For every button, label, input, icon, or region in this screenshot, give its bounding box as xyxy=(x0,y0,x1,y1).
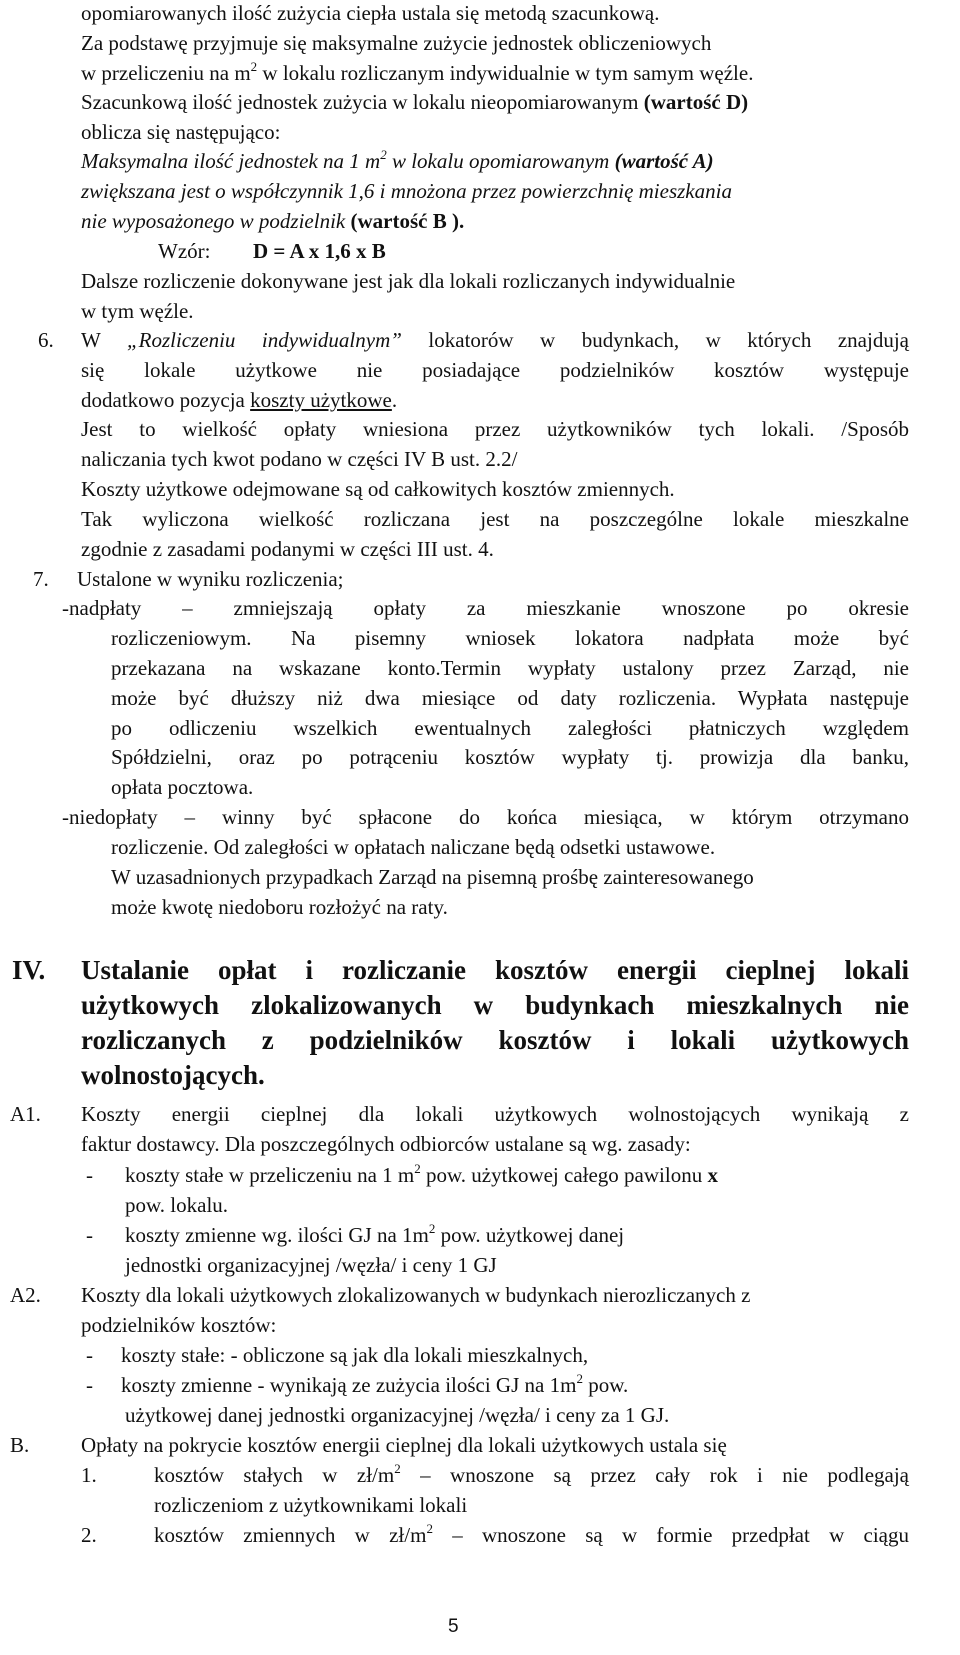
text-line: Za podstawę przyjmuje się maksymalne zużycie jednostek obliczeniowych xyxy=(81,31,712,55)
text-line xyxy=(121,1372,628,1398)
formula: D = A x 1,6 x B xyxy=(253,239,386,263)
text-line xyxy=(81,387,397,413)
text-line: zwiększana jest o współczynnik 1,6 i mnożona przez powierzchnię mieszkania xyxy=(81,179,732,203)
bullet-dash: - xyxy=(86,1343,93,1367)
text-line: Koszty dla lokali użytkowych zlokalizowanych w budynkach nierozliczanych z xyxy=(81,1283,751,1307)
text-segment: w lokalu opomiarowanym xyxy=(386,149,615,173)
item-number: 6. xyxy=(38,328,54,352)
text-segment: w przeliczeniu na m xyxy=(81,61,251,85)
item-number: B. xyxy=(10,1433,30,1457)
text-line: Ustalone w wyniku rozliczenia; xyxy=(77,567,344,591)
text-segment: koszty stałe w przeliczeniu na 1 m xyxy=(125,1163,415,1187)
text-line xyxy=(81,60,753,86)
text-line: opłata pocztowa. xyxy=(111,775,254,799)
text-segment: koszty zmienne - wynikają ze zużycia ilości GJ na 1m xyxy=(121,1373,577,1397)
section-heading-line: Ustalanie opłat i rozliczanie kosztów energii cieplnej lokali xyxy=(81,955,909,985)
text-line: Tak wyliczona wielkość rozliczana jest na poszczególne lokale mieszkalne xyxy=(81,507,909,531)
text-line: Koszty energii cieplnej dla lokali użytkowych wolnostojących wynikają z xyxy=(81,1102,909,1126)
text-line: rozliczeniowym. Na pisemny wniosek lokatora nadpłata może być xyxy=(111,626,909,650)
text-line: w tym węźle. xyxy=(81,299,194,323)
value-label-b: (wartość B ). xyxy=(350,209,465,233)
text-line xyxy=(81,89,748,115)
text-line xyxy=(154,1522,909,1548)
text-line: się lokale użytkowe nie posiadające podzielników kosztów występuje xyxy=(81,358,909,382)
text-segment: dodatkowo pozycja xyxy=(81,388,251,412)
italic-term: „Rozliczeniu indywidualnym” xyxy=(126,328,402,352)
superscript: 2 xyxy=(414,1161,421,1176)
text-line: pow. lokalu. xyxy=(125,1193,229,1217)
text-line xyxy=(81,148,714,174)
text-line: Dalsze rozliczenie dokonywane jest jak dla lokali rozliczanych indywidualnie xyxy=(81,269,736,293)
text-segment: kosztów zmiennych w zł/m xyxy=(154,1523,427,1547)
text-line: Jest to wielkość opłaty wniesiona przez użytkowników tych lokali. /Sposób xyxy=(81,417,909,441)
section-heading-line: wolnostojących. xyxy=(81,1060,265,1090)
text-line: użytkowej danej jednostki organizacyjnej /węzła/ i ceny za 1 GJ. xyxy=(125,1403,670,1427)
superscript: 2 xyxy=(426,1521,433,1536)
text-line: zgodnie z zasadami podanymi w części III ust. 4. xyxy=(81,537,494,561)
superscript: 2 xyxy=(576,1371,583,1386)
text-segment: pow. użytkowej całego pawilonu xyxy=(420,1163,708,1187)
item-number: 1. xyxy=(81,1463,97,1487)
text-line: koszty stałe: - obliczone są jak dla lokali mieszkalnych, xyxy=(121,1343,589,1367)
text-line: W uzasadnionych przypadkach Zarząd na pisemną prośbę zainteresowanego xyxy=(111,865,754,889)
text-line: -niedopłaty – winny być spłacone do końca miesiąca, w którym otrzymano xyxy=(62,805,909,829)
text-line xyxy=(154,1462,909,1488)
text-line: opomiarowanych ilość zużycia ciepła ustala się metodą szacunkową. xyxy=(81,1,660,25)
formula-label: Wzór: xyxy=(158,239,211,263)
text-line: faktur dostawcy. Dla poszczególnych odbiorców ustalane są wg. zasady: xyxy=(81,1132,691,1156)
text-segment: nie wyposażonego w podzielnik xyxy=(81,209,351,233)
text-line: rozliczeniom z użytkownikami lokali xyxy=(154,1493,468,1517)
text-line: przekazana na wskazane konto.Termin wypłaty ustalony przez Zarząd, nie xyxy=(111,656,909,680)
text-line xyxy=(81,327,909,353)
text-segment: . xyxy=(391,388,398,412)
text-line: po odliczeniu wszelkich ewentualnych zaległości płatniczych względem xyxy=(111,716,909,740)
text-line: naliczania tych kwot podano w części IV B ust. 2.2/ xyxy=(81,447,518,471)
text-segment: W xyxy=(81,328,127,352)
text-segment: – wnoszone są przez cały rok i nie podlegają xyxy=(400,1463,909,1487)
item-number: 7. xyxy=(33,567,49,591)
text-segment: kosztów stałych w zł/m xyxy=(154,1463,395,1487)
superscript: 2 xyxy=(250,59,258,74)
bullet-dash: - xyxy=(86,1223,93,1247)
value-label-d: (wartość D) xyxy=(643,90,749,114)
text-segment: pow. xyxy=(582,1373,629,1397)
multiply-symbol: x xyxy=(707,1163,718,1187)
value-label-a: (wartość A) xyxy=(614,149,714,173)
text-segment: – wnoszone są w formie przedpłat w ciągu xyxy=(432,1523,909,1547)
text-line: -nadpłaty – zmniejszają opłaty za mieszkanie wnoszone po okresie xyxy=(62,596,909,620)
text-line xyxy=(125,1162,718,1188)
text-segment: lokatorów w budynkach, w których znajdują xyxy=(401,328,909,352)
text-line xyxy=(125,1222,624,1248)
superscript: 2 xyxy=(380,147,387,162)
text-line: Koszty użytkowe odejmowane są od całkowitych kosztów zmiennych. xyxy=(81,477,675,501)
text-line: podzielników kosztów: xyxy=(81,1313,277,1337)
text-segment: Maksymalna ilość jednostek na 1 m xyxy=(81,149,381,173)
text-line: może kwotę niedoboru rozłożyć na raty. xyxy=(111,895,448,919)
superscript: 2 xyxy=(394,1461,401,1476)
text-segment: koszty zmienne wg. ilości GJ na 1m xyxy=(125,1223,429,1247)
page-number: 5 xyxy=(448,1616,459,1637)
text-segment: Szacunkową ilość jednostek zużycia w lokalu nieopomiarowanym xyxy=(81,90,644,114)
bullet-dash: - xyxy=(86,1163,93,1187)
superscript: 2 xyxy=(428,1221,436,1236)
section-number: IV. xyxy=(12,955,46,985)
section-heading-line: użytkowych zlokalizowanych w budynkach mieszkalnych nie xyxy=(81,990,909,1020)
item-number: A2. xyxy=(10,1283,41,1307)
bullet-dash: - xyxy=(86,1373,93,1397)
text-segment: pow. użytkowej danej xyxy=(435,1223,625,1247)
text-line: oblicza się następująco: xyxy=(81,120,281,144)
text-line: rozliczenie. Od zaległości w opłatach naliczane będą odsetki ustawowe. xyxy=(111,835,716,859)
text-line: Opłaty na pokrycie kosztów energii cieplnej dla lokali użytkowych ustala się xyxy=(81,1433,727,1457)
section-heading-line: rozliczanych z podzielników kosztów i lokali użytkowych xyxy=(81,1025,909,1055)
item-number: A1. xyxy=(10,1102,41,1126)
underlined-term: koszty użytkowe xyxy=(250,388,392,412)
text-line: może być dłuższy niż dwa miesiące od daty rozliczenia. Wypłata następuje xyxy=(111,686,909,710)
text-line: Spółdzielni, oraz po potrąceniu kosztów wypłaty tj. prowizja dla banku, xyxy=(111,745,909,769)
text-line: jednostki organizacyjnej /węzła/ i ceny 1 GJ xyxy=(125,1253,497,1277)
item-number: 2. xyxy=(81,1523,97,1547)
text-segment: w lokalu rozliczanym indywidualnie w tym samym węźle. xyxy=(257,61,754,85)
text-line xyxy=(81,208,464,234)
